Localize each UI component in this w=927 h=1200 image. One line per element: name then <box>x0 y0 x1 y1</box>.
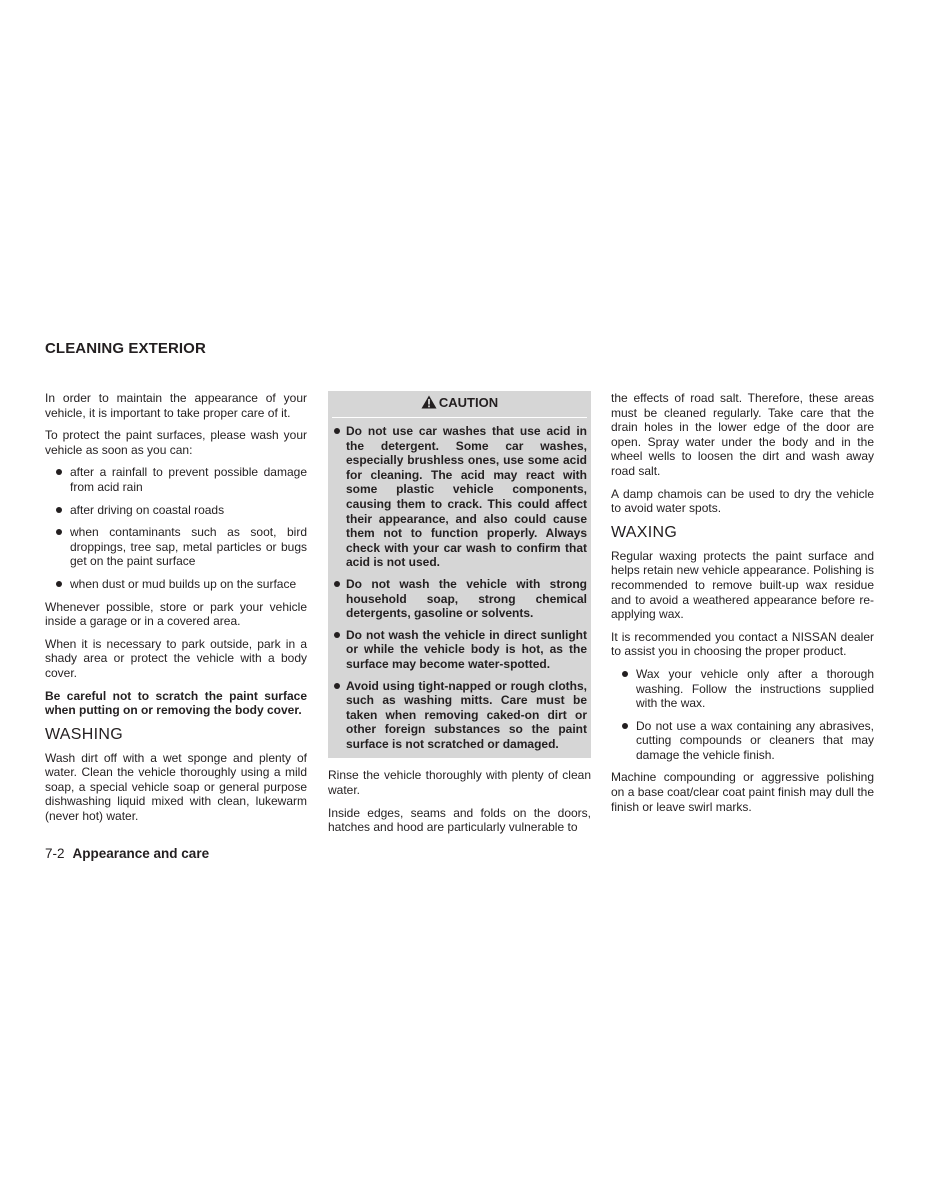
paragraph: Machine compounding or aggressive polishing on a base coat/clear coat paint finish may dull the finish or leave swirl marks. <box>611 770 874 814</box>
list-item: after a rainfall to prevent possible damage from acid rain <box>45 465 307 494</box>
caution-item: Do not use car washes that use acid in the detergent. Some car washes, especially brushless ones, use some acid for cleaning. The acid may react with some plastic vehicle components, causing them to crack. This could affect their appearance, and also could cause them not to function properly. Always check with your car wash to confirm that acid is not used. <box>332 424 587 570</box>
bullet-icon <box>56 469 62 475</box>
bullet-list <box>611 667 874 763</box>
paragraph: When it is necessary to park outside, park in a shady area or protect the vehicle with a body cover. <box>45 636 307 680</box>
washing-heading: WASHING <box>45 725 123 743</box>
paragraph: Whenever possible, store or park your vehicle inside a garage or in a covered area. <box>45 599 307 629</box>
paragraph: Inside edges, seams and folds on the doors, hatches and hood are particularly vulnerable to <box>328 805 591 835</box>
paragraph: the effects of road salt. Therefore, these areas must be cleaned regularly. Take care that the drain holes in the lower edge of the door are open. Spray water under the body and in the wheel wells to loosen the dirt and wash away road salt. <box>611 391 874 478</box>
bullet-icon <box>334 632 340 638</box>
column-middle <box>328 391 591 843</box>
column-right <box>611 391 874 822</box>
bullet-icon <box>334 581 340 587</box>
bullet-icon <box>56 529 62 535</box>
list-item: when contaminants such as soot, bird droppings, tree sap, metal particles or bugs get on the paint surface <box>45 525 307 569</box>
caution-item: Do not wash the vehicle in direct sunlight or while the vehicle body is hot, as the surface may become water-spotted. <box>332 628 587 672</box>
list-item: Wax your vehicle only after a thorough washing. Follow the instructions supplied with the wax. <box>611 667 874 711</box>
paragraph: To protect the paint surfaces, please wash your vehicle as soon as you can: <box>45 428 307 457</box>
paragraph: In order to maintain the appearance of your vehicle, it is important to take proper care of it. <box>45 391 307 420</box>
list-item: after driving on coastal roads <box>45 503 307 518</box>
page-number: 7-2 <box>45 846 65 861</box>
caution-title: CAUTION <box>438 395 499 410</box>
bullet-icon <box>334 683 340 689</box>
chapter-title: Appearance and care <box>72 846 210 861</box>
warning-triangle-icon <box>421 395 437 414</box>
paragraph: A damp chamois can be used to dry the vehicle to avoid water spots. <box>611 486 874 516</box>
page-footer <box>45 846 209 861</box>
caution-item: Do not wash the vehicle with strong household soap, strong chemical detergents, gasoline or solvents. <box>332 577 587 621</box>
paragraph: Wash dirt off with a wet sponge and plenty of water. Clean the vehicle thoroughly using a mild soap, a special vehicle soap or general purpose dishwashing liquid mixed with clean, lukewarm (never hot) water. <box>45 750 307 824</box>
caution-box <box>328 391 591 758</box>
caution-header <box>332 394 587 418</box>
warning-paragraph: Be careful not to scratch the paint surface when putting on or removing the body cover. <box>45 688 307 718</box>
bullet-icon <box>56 581 62 587</box>
bullet-icon <box>334 428 340 434</box>
caution-item: Avoid using tight-napped or rough cloths, such as washing mitts. Care must be taken when removing caked-on dirt or other foreign substances so the paint surface is not scratched or damaged. <box>332 679 587 752</box>
waxing-heading: WAXING <box>611 523 678 541</box>
list-item: Do not use a wax containing any abrasives, cutting compounds or cleaners that may damage the vehicle finish. <box>611 719 874 763</box>
bullet-icon <box>622 723 628 729</box>
paragraph: Regular waxing protects the paint surface and helps retain new vehicle appearance. Polishing is recommended to remove built-up wax residue and to avoid a weathered appearance before re-applying wax. <box>611 548 874 622</box>
section-title: CLEANING EXTERIOR <box>45 340 206 357</box>
bullet-icon <box>56 507 62 513</box>
list-item: when dust or mud builds up on the surface <box>45 577 307 592</box>
column-left <box>45 391 307 832</box>
paragraph: Rinse the vehicle thoroughly with plenty of clean water. <box>328 768 591 798</box>
paragraph: It is recommended you contact a NISSAN dealer to assist you in choosing the proper product. <box>611 629 874 659</box>
caution-list <box>332 424 587 751</box>
bullet-icon <box>622 671 628 677</box>
bullet-list <box>45 465 307 591</box>
